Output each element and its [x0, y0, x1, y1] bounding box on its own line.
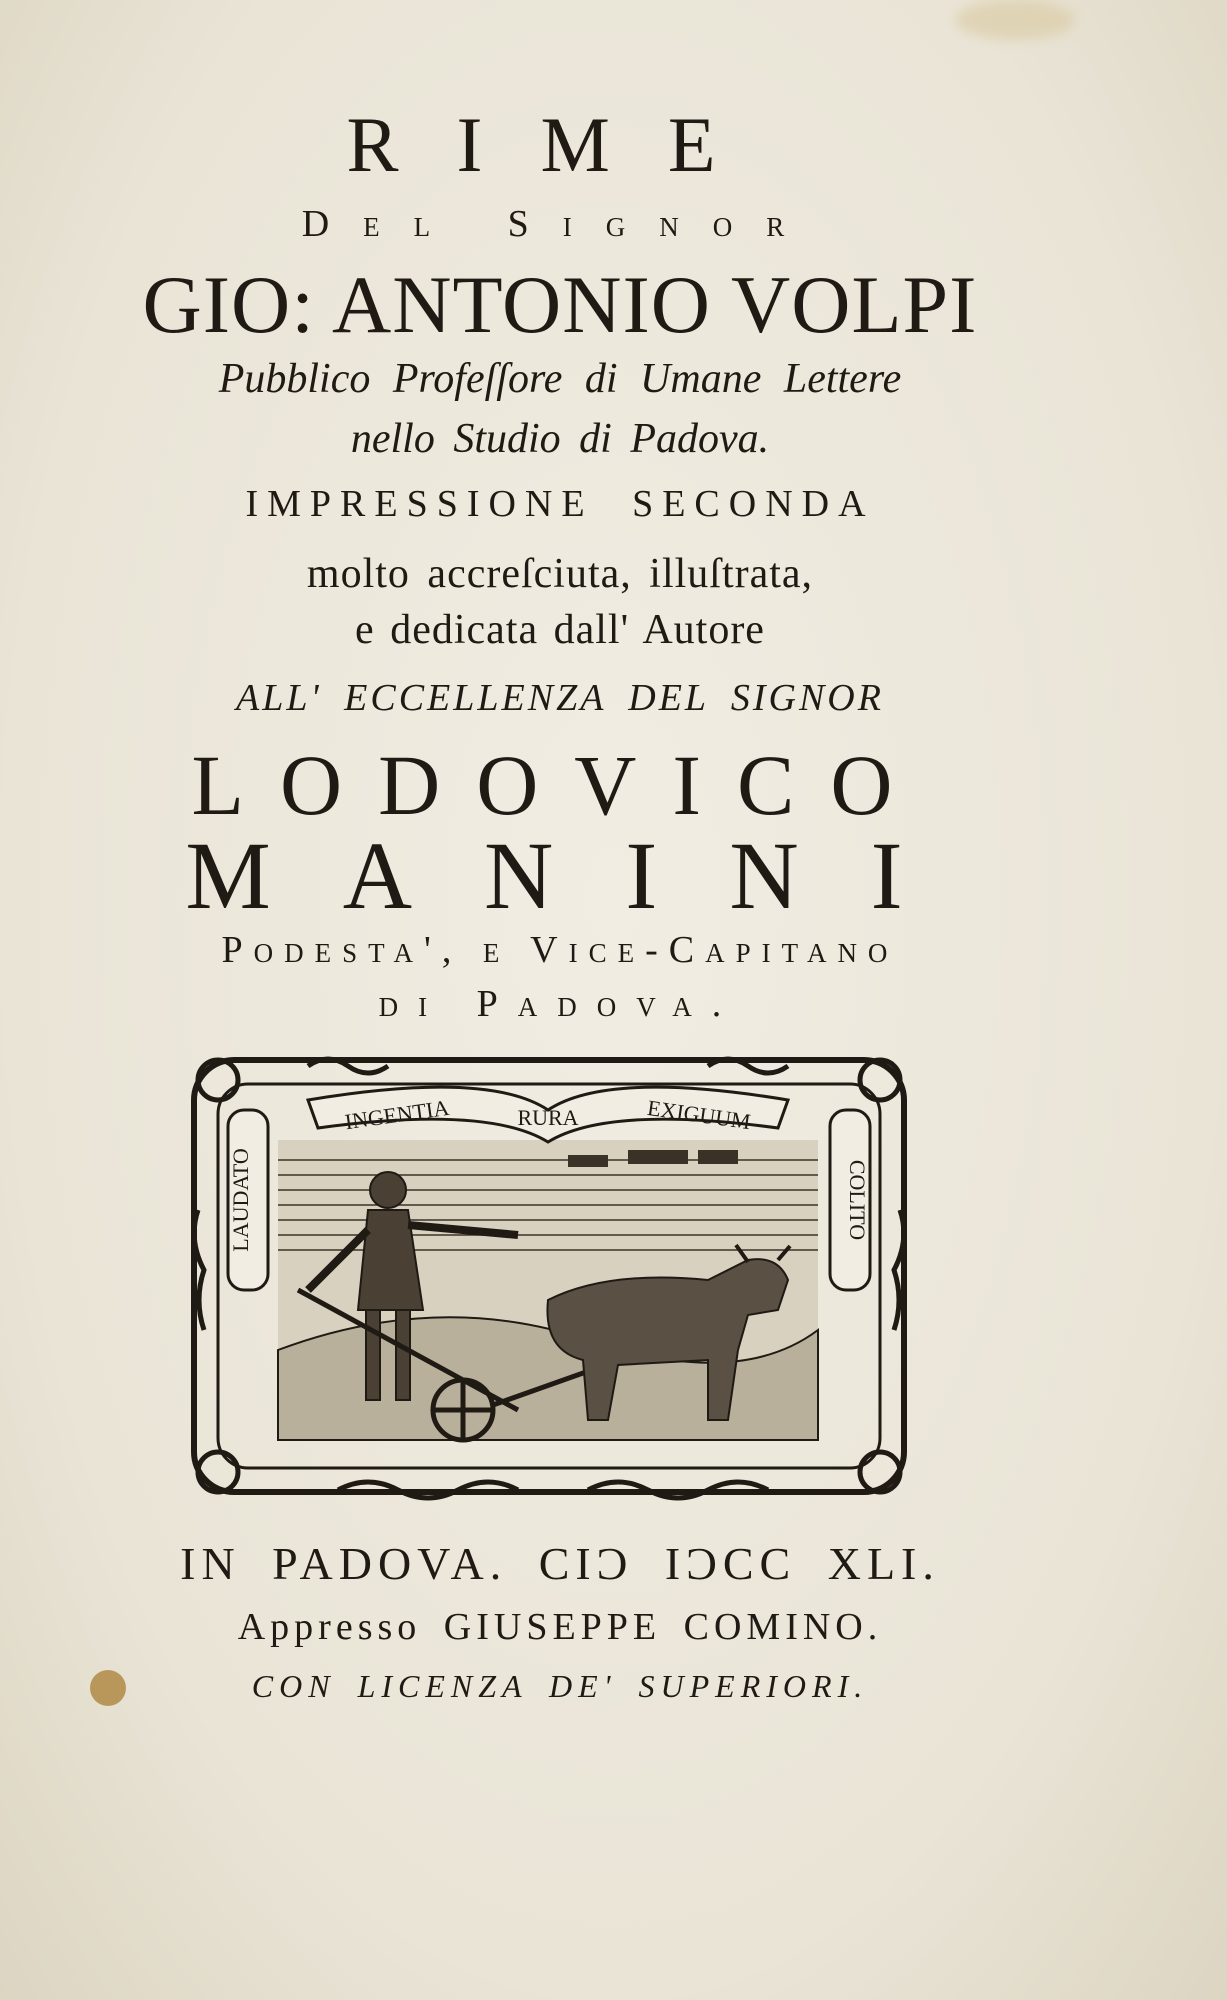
edition-description-line1: molto accreſciuta, illuſtrata,	[306, 551, 814, 597]
printer-device-woodcut	[188, 1050, 910, 1502]
author-profession-line2: nello Studio di Padova.	[350, 416, 770, 462]
dedicatee-first-name: LODOVICO	[191, 737, 929, 833]
paper-stain	[955, 0, 1075, 40]
motto-top-1: INGENTIA	[343, 1094, 451, 1135]
dedication-address: ALL' ECCELLENZA DEL SIGNOR	[236, 677, 884, 719]
author-name: GIO: ANTONIO VOLPI	[142, 259, 978, 350]
motto-top-3: EXIGUUM	[645, 1094, 753, 1135]
title-del-signor: Del Signor	[301, 203, 819, 245]
motto-left: LAUDATO	[228, 1148, 253, 1252]
author-profession-line1: Pubblico Profeſſore di Umane Lettere	[218, 356, 902, 402]
foxing-spot	[90, 1670, 126, 1706]
imprint-licence: CON LICENZA DE' SUPERIORI.	[251, 1668, 869, 1704]
title-rime: RIME	[346, 101, 774, 188]
dedicatee-office: Podesta', e Vice-Capitano	[221, 929, 899, 971]
dedicatee-last-name: MANINI	[185, 822, 975, 929]
edition-statement: IMPRESSIONE SECONDA	[245, 483, 875, 525]
imprint-place-date: IN PADOVA. CIϽ IϽCC XLI.	[180, 1538, 940, 1589]
motto-right: COLITO	[845, 1159, 870, 1241]
dedicatee-office-place: di Padova.	[378, 983, 742, 1025]
edition-description-line2: e dedicata dall' Autore	[355, 607, 765, 653]
motto-top-2: RURA	[517, 1105, 579, 1130]
imprint-printer: Appresso GIUSEPPE COMINO.	[237, 1606, 883, 1648]
